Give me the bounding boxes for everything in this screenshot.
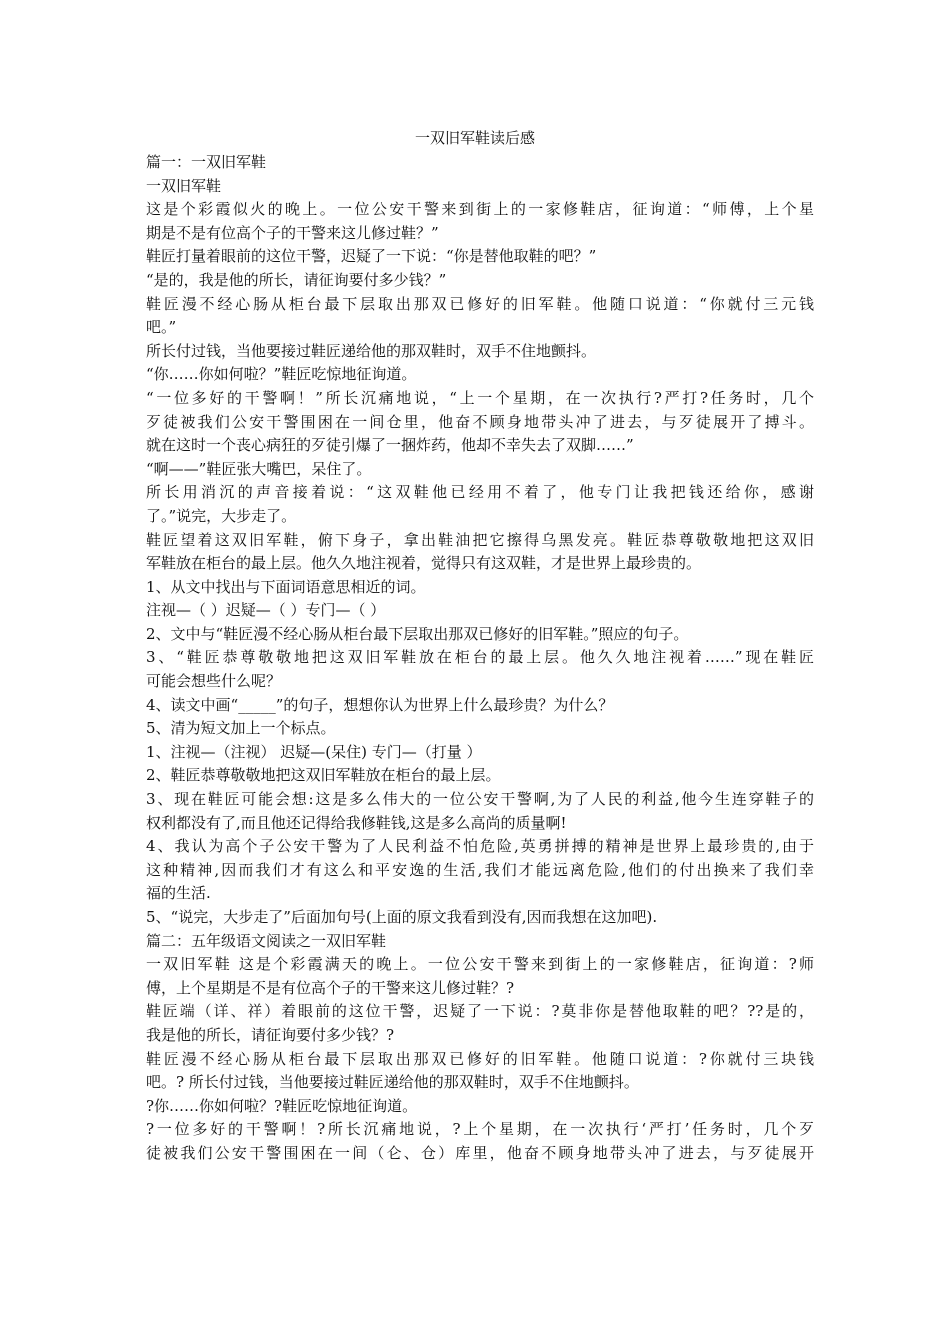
text-line: 1、从文中找出与下面词语意思相近的词。 bbox=[146, 577, 426, 596]
text-line: 吧。” bbox=[146, 318, 177, 337]
text-line: 一双旧军鞋 bbox=[146, 176, 222, 195]
text-line: 福的生活. bbox=[146, 884, 211, 903]
text-line: “一位多好的干警啊！”所长沉痛地说，“上一个星期，在一次执行?严打?任务时，几个 bbox=[146, 388, 814, 407]
text-line: 2、鞋匠恭尊敬敬地把这双旧军鞋放在柜台的最上层。 bbox=[146, 766, 501, 785]
text-line: 期是不是有位高个子的干警来这儿修过鞋？” bbox=[146, 223, 439, 242]
text-line: 吧。? 所长付过钱，当他要接过鞋匠递给他的那双鞋时，双手不住地颤抖。 bbox=[146, 1073, 639, 1092]
text-line: 军鞋放在柜台的最上层。他久久地注视着，觉得只有这双鞋，才是世界上最珍贵的。 bbox=[146, 554, 702, 573]
text-line: 所长付过钱，当他要接过鞋匠递给他的那双鞋时，双手不住地颤抖。 bbox=[146, 341, 597, 360]
text-line: ?你……你如何啦？?鞋匠吃惊地征询道。 bbox=[146, 1096, 418, 1115]
text-line: 鞋匠打量着眼前的这位干警，迟疑了一下说：“你是替他取鞋的吧？” bbox=[146, 247, 597, 266]
text-line: 徒被我们公安干警围困在一间（仑、仓）库里，他奋不顾身地带头冲了进去，与歹徒展开 bbox=[146, 1143, 814, 1162]
text-line: 3、“鞋匠恭尊敬敬地把这双旧军鞋放在柜台的最上层。他久久地注视着……”现在鞋匠 bbox=[146, 648, 814, 667]
text-line: “是的，我是他的所长，请征询要付多少钱？” bbox=[146, 270, 447, 289]
text-line: 注视—（ ）迟疑—（ ）专门—（ ） bbox=[146, 601, 386, 620]
text-line: ?一位多好的干警啊！?所长沉痛地说，?上个星期，在一次执行‘严打’任务时，几个歹 bbox=[146, 1120, 814, 1139]
text-line: 鞋匠端（详、祥）着眼前的这位干警，迟疑了一下说：?莫非你是替他取鞋的吧？??是的， bbox=[146, 1002, 814, 1021]
text-line: 这种精神,因而我们才有这么和平安逸的生活,我们才能远离危险,他们的付出换来了我们幸 bbox=[146, 860, 814, 879]
text-line: 了。”说完，大步走了。 bbox=[146, 506, 297, 525]
text-line: 5、“说完，大步走了”后面加句号(上面的原文我看到没有,因而我想在这加吧). bbox=[146, 908, 658, 926]
text-line: 一双旧军鞋 这是个彩霞满天的晚上。一位公安干警来到街上的一家修鞋店，征询道：?师 bbox=[146, 955, 814, 974]
document-title: 一双旧军鞋读后感 bbox=[414, 129, 535, 147]
text-line: 4、我认为高个子公安干警为了人民利益不怕危险,英勇拼搏的精神是世界上最珍贵的,由于 bbox=[146, 837, 814, 856]
document-body bbox=[146, 151, 814, 1166]
text-line: 4、读文中画“_____”的句子，想想你认为世界上什么最珍贵？为什么？ bbox=[146, 695, 614, 714]
text-line: 可能会想些什么呢？ bbox=[146, 672, 282, 691]
text-line: 傅，上个星期是不是有位高个子的干警来这儿修过鞋？? bbox=[146, 978, 515, 997]
text-line: 鞋匠望着这双旧军鞋，俯下身子，拿出鞋油把它擦得乌黑发亮。鞋匠恭尊敬敬地把这双旧 bbox=[146, 530, 814, 549]
text-line: 篇二：五年级语文阅读之一双旧军鞋 bbox=[146, 931, 387, 950]
text-line: 所长用消沉的声音接着说：“这双鞋他已经用不着了，他专门让我把钱还给你，感谢 bbox=[146, 483, 814, 502]
text-line: 歹徒被我们公安干警围困在一间仓里，他奋不顾身地带头冲了进去，与歹徒展开了搏斗。 bbox=[146, 412, 814, 431]
text-line: 篇一：一双旧军鞋 bbox=[146, 153, 267, 171]
text-line: 5、清为短文加上一个标点。 bbox=[146, 719, 336, 738]
text-line: “你……你如何啦？”鞋匠吃惊地征询道。 bbox=[146, 365, 417, 384]
text-line: “啊——”鞋匠张大嘴巴，呆住了。 bbox=[146, 459, 372, 478]
text-line: 我是他的所长，请征询要付多少钱？? bbox=[146, 1025, 395, 1044]
text-line: 鞋匠漫不经心肠从柜台最下层取出那双已修好的旧军鞋。他随口说道：?你就付三块钱 bbox=[146, 1049, 814, 1068]
text-line: 3、现在鞋匠可能会想:这是多么伟大的一位公安干警啊,为了人民的利益,他今生连穿鞋子的 bbox=[146, 790, 814, 809]
text-line: 权利都没有了,而且他还记得给我修鞋钱,这是多么高尚的质量啊! bbox=[146, 813, 567, 832]
text-line: 2、文中与“鞋匠漫不经心肠从柜台最下层取出那双已修好的旧军鞋。”照应的句子。 bbox=[146, 624, 689, 643]
text-line: 就在这时一个丧心病狂的歹徒引爆了一捆炸药，他却不幸失去了双脚……” bbox=[146, 436, 634, 455]
text-line: 鞋匠漫不经心肠从柜台最下层取出那双已修好的旧军鞋。他随口说道：“你就付三元钱 bbox=[146, 294, 814, 313]
text-line: 这是个彩霞似火的晚上。一位公安干警来到街上的一家修鞋店，征询道：“师傅，上个星 bbox=[146, 200, 814, 219]
text-line: 1、注视—（注视） 迟疑—(呆住) 专门—（打量 ） bbox=[146, 742, 482, 761]
